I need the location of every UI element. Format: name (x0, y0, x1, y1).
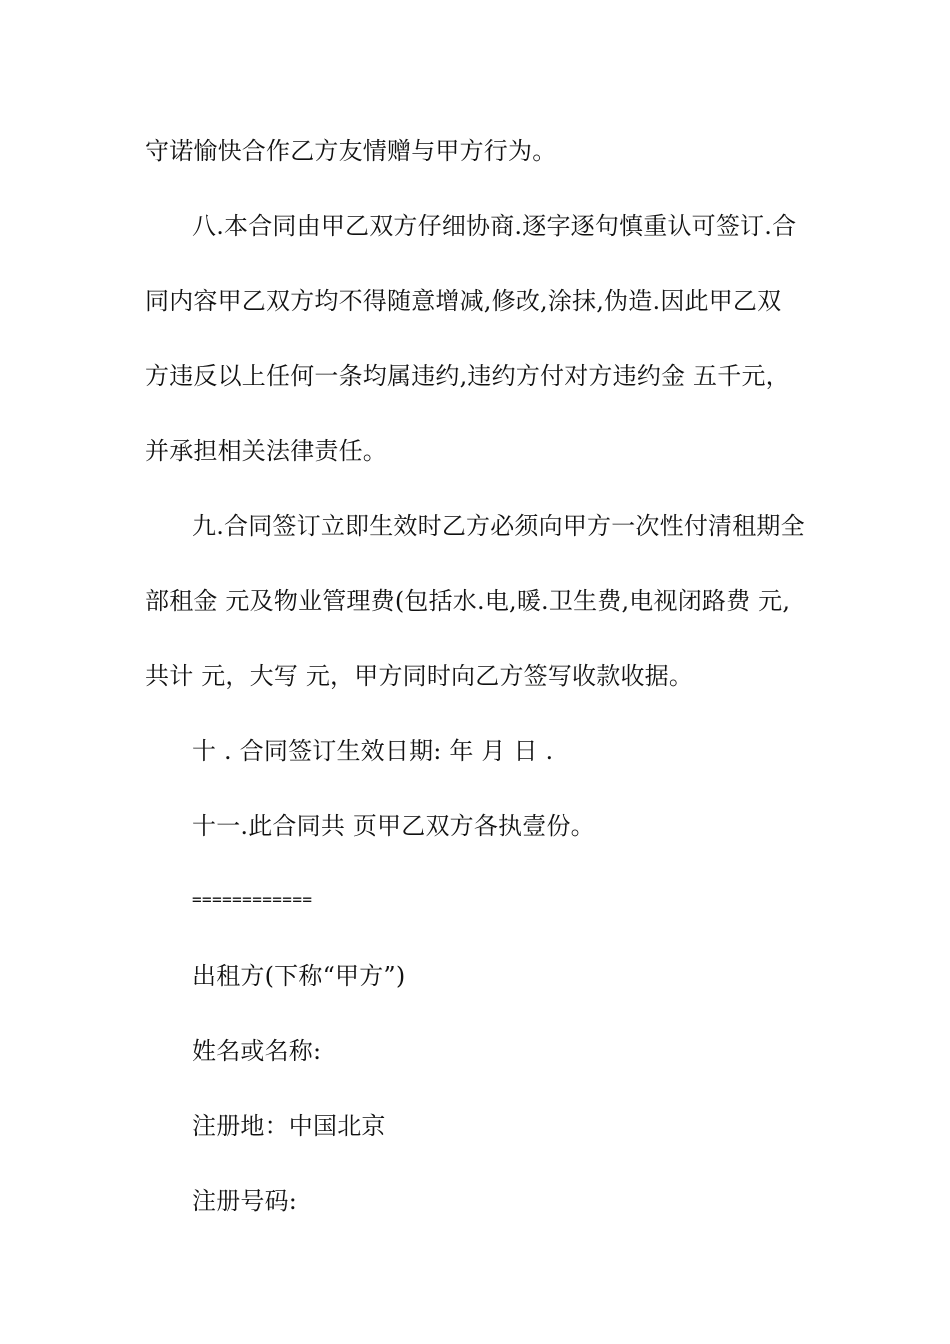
name-field-label: 姓名或名称: (192, 1037, 322, 1065)
clause-10-line: 十 . 合同签订生效日期: 年 月 日 . (192, 737, 554, 765)
paragraph-line-1: 守诺愉快合作乙方友情赠与甲方行为。 (145, 137, 557, 165)
lessor-heading: 出租方(下称“甲方”) (192, 962, 406, 990)
clause-8-line-4: 并承担相关法律责任。 (145, 437, 387, 465)
registration-number-label: 注册号码: (192, 1187, 298, 1215)
clause-8-line-1: 八.本合同由甲乙双方仔细协商.逐字逐句慎重认可签订.合 (192, 212, 797, 240)
clause-9-line-1: 九.合同签订立即生效时乙方必须向甲方一次性付清租期全 (192, 512, 805, 540)
clause-8-line-2: 同内容甲乙双方均不得随意增减,修改,涂抹,伪造.因此甲乙双 (145, 287, 782, 315)
clause-9-line-2: 部租金 元及物业管理费(包括水.电,暖.卫生费,电视闭路费 元, (145, 587, 791, 615)
clause-9-line-3: 共计 元，大写 元，甲方同时向乙方签写收款收据。 (145, 662, 694, 690)
registered-place-line: 注册地：中国北京 (192, 1112, 386, 1140)
clause-8-line-3: 方违反以上任何一条均属违约,违约方付对方违约金 五千元， (145, 362, 790, 390)
separator-line: ============ (192, 890, 313, 909)
clause-11-line: 十一.此合同共 页甲乙双方各执壹份。 (192, 812, 595, 840)
